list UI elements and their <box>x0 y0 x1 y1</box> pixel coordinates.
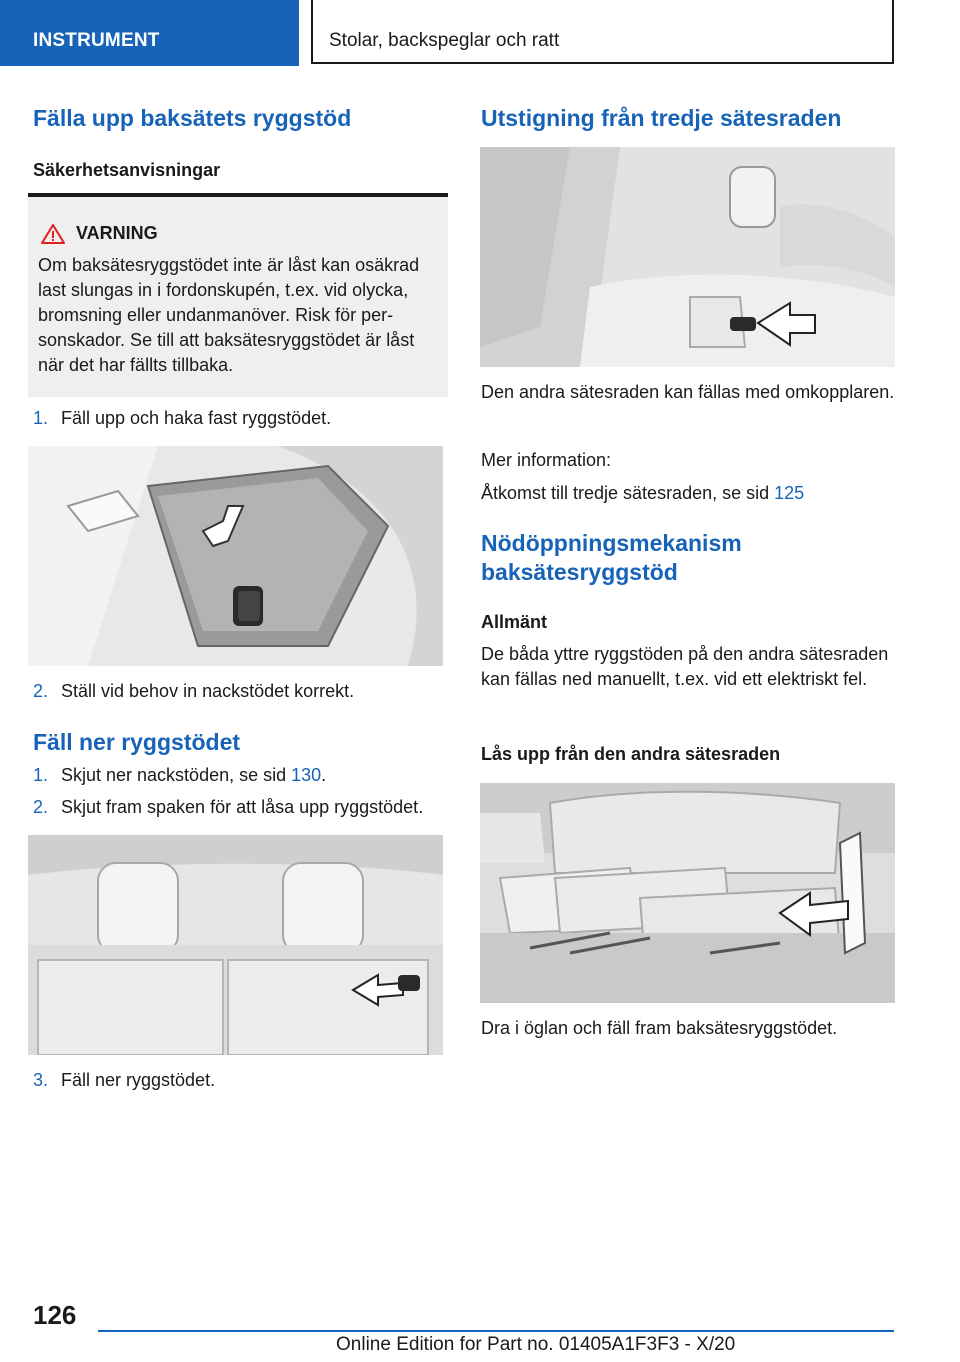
paragraph-general: De båda yttre ryggstöden på den andra sätesraden kan fällas ned manuellt, t.ex. vid ett elektriskt fel. <box>481 644 889 689</box>
warning-text: Om baksätesryggstödet inte är låst kan osäkrad last slungas in i fordonskupén, t.ex. vid olycka, bromsning eller undanmanöver. Risk för personskador. Se till att baksätesryggstödet är låst när det har fällts tillbaka. <box>38 255 420 375</box>
step-number: 1. <box>33 765 49 785</box>
step-text: Fäll upp och haka fast ryggstödet. <box>61 408 332 428</box>
step-text: Skjut fram spaken för att låsa upp ryggstödet. <box>61 797 424 817</box>
subheading-safety: Säkerhetsanvisningar <box>33 160 221 180</box>
step-text: Fäll ner ryggstödet. <box>61 1070 216 1090</box>
paragraph-switch-info: Den andra sätesraden kan fällas med omkopplaren. <box>481 382 895 402</box>
subheading-general: Allmänt <box>481 612 548 632</box>
section-tab <box>0 0 299 66</box>
chapter-title: Stolar, backspeglar och ratt <box>329 30 560 51</box>
heading-third-row-exit: Utstigning från tredje sätesraden <box>481 105 842 131</box>
more-info-label: Mer information: <box>481 450 612 470</box>
heading-raise-backrest: Fälla upp baksätets ryggstöd <box>33 105 352 131</box>
warning-title: VARNING <box>76 223 158 243</box>
figure-fold-up-backrest <box>28 446 443 666</box>
heading-fold-down-backrest: Fäll ner ryggstödet <box>33 729 241 755</box>
warning-box <box>28 193 448 397</box>
page-number: 126 <box>33 1300 77 1330</box>
page-link[interactable]: 125 <box>774 483 805 503</box>
step-number: 3. <box>33 1070 49 1090</box>
figure-second-row-switch <box>480 147 895 367</box>
heading-emergency-mechanism-line2: baksätesryggstöd <box>481 559 678 585</box>
subheading-unlock-second-row: Lås upp från den andra sätesraden <box>481 744 781 764</box>
section-tab-label: INSTRUMENT <box>33 30 160 51</box>
step-text: Ställ vid behov in nackstödet korrekt. <box>61 681 355 701</box>
reference-third-row: Åtkomst till tredje sätesraden, se sid 125 <box>481 483 805 503</box>
figure-fold-down-backrest <box>28 835 443 1055</box>
chapter-header <box>311 0 894 64</box>
page-link[interactable]: 130 <box>291 765 322 785</box>
step-text: Skjut ner nackstöden, se sid 130. <box>61 765 327 785</box>
step-number: 2. <box>33 797 49 817</box>
footer-edition: Online Edition for Part no. 01405A1F3F3 - X/20 <box>336 1334 736 1355</box>
warning-triangle-icon <box>40 223 66 245</box>
step-number: 1. <box>33 408 49 428</box>
heading-emergency-mechanism-line1: Nödöppningsmekanism <box>481 530 742 556</box>
step-number: 2. <box>33 681 49 701</box>
footer-divider <box>98 1330 894 1332</box>
figure-unlock-loop <box>480 783 895 1003</box>
paragraph-pull-loop: Dra i öglan och fäll fram baksätesryggstödet. <box>481 1018 838 1038</box>
